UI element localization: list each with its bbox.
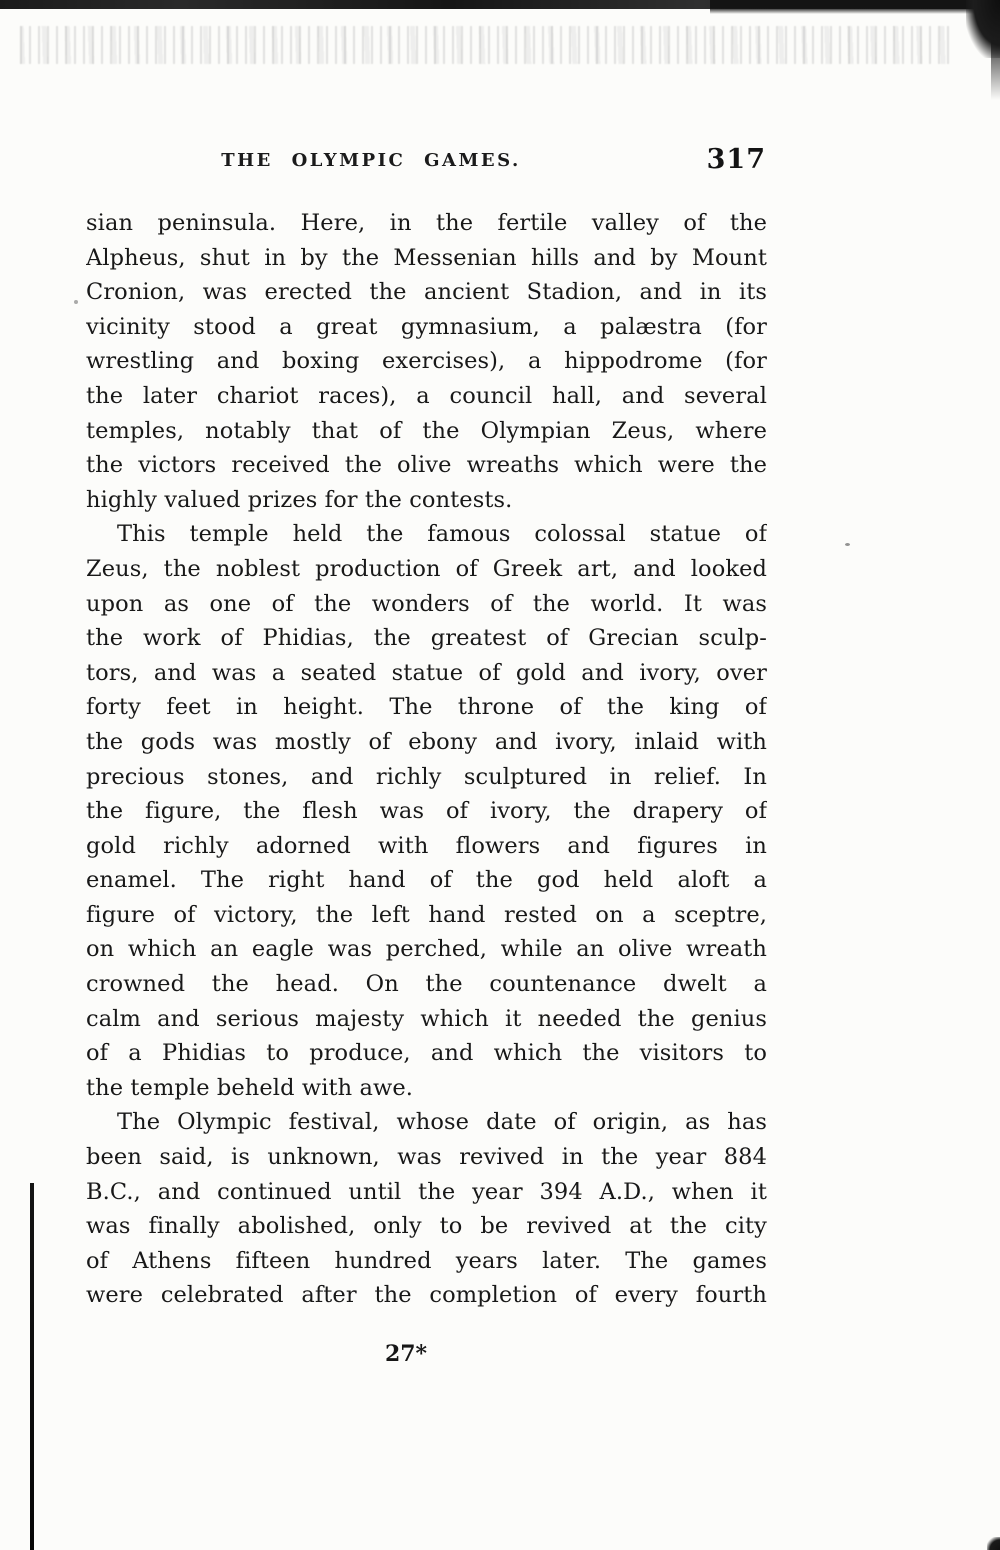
text-line: precious stones, and richly sculptured in relief. In xyxy=(86,763,767,790)
text-line: Cronion, was erected the ancient Stadion, and in its xyxy=(86,279,767,306)
text-line: upon as one of the wonders of the world. It was xyxy=(86,590,767,617)
text-line: gold richly adorned with flowers and figures in xyxy=(86,832,767,859)
text-line: the victors received the olive wreaths which were the xyxy=(86,452,767,479)
page-header xyxy=(86,144,766,182)
scan-artifact-binding-line xyxy=(30,1183,34,1550)
text-line: highly valued prizes for the contests. xyxy=(86,486,513,513)
scan-artifact-grain-band xyxy=(20,26,950,64)
body-text xyxy=(86,206,767,1313)
page-number: 317 xyxy=(706,144,766,175)
text-line: the temple beheld with awe. xyxy=(86,1074,414,1101)
scan-artifact-top-edge xyxy=(0,0,1000,9)
text-line: the later chariot races), a council hall, and several xyxy=(86,382,767,409)
text-line: been said, is unknown, was revived in the year 884 xyxy=(86,1144,767,1171)
text-line: calm and serious majesty which it needed the genius xyxy=(86,1005,767,1032)
scan-artifact-bottom-right xyxy=(987,1537,1000,1550)
text-line: of Athens fifteen hundred years later. The games xyxy=(86,1247,767,1274)
text-line: the figure, the flesh was of ivory, the drapery of xyxy=(86,798,767,825)
signature-mark: 27* xyxy=(384,1341,428,1367)
text-line: were celebrated after the completion of every fourth xyxy=(86,1282,767,1309)
text-line: was finally abolished, only to be revived at the city xyxy=(86,1213,767,1240)
text-line: crowned the head. On the countenance dwelt a xyxy=(86,971,767,998)
text-line: enamel. The right hand of the god held aloft a xyxy=(86,867,767,894)
text-line: B.C., and continued until the year 394 A.D., when it xyxy=(86,1178,767,1205)
page-footer xyxy=(86,1341,726,1367)
running-title: THE OLYMPIC GAMES. xyxy=(221,150,521,171)
text-line: Alpheus, shut in by the Messenian hills and by Mount xyxy=(86,244,767,271)
scan-artifact-speck xyxy=(845,543,850,546)
scan-artifact-top-edge-right xyxy=(710,0,1000,14)
text-line: of a Phidias to produce, and which the visitors to xyxy=(86,1040,767,1067)
text-line: vicinity stood a great gymnasium, a palæstra (for xyxy=(86,313,767,340)
text-line: forty feet in height. The throne of the king of xyxy=(86,694,767,721)
scan-artifact-top-right-blob xyxy=(966,0,1000,58)
text-line: sian peninsula. Here, in the fertile valley of the xyxy=(86,210,767,236)
text-line: The Olympic festival, whose date of origin, as has xyxy=(117,1109,767,1136)
text-line: temples, notably that of the Olympian Zeus, where xyxy=(86,417,767,444)
scan-artifact-speck xyxy=(74,300,78,304)
text-line: Zeus, the noblest production of Greek art, and looked xyxy=(86,555,767,582)
scan-artifact-right-smudge xyxy=(991,40,1000,100)
text-line: wrestling and boxing exercises), a hippodrome (for xyxy=(86,348,767,375)
text-line: the work of Phidias, the greatest of Grecian sculp- xyxy=(86,625,767,652)
text-line: on which an eagle was perched, while an olive wreath xyxy=(86,936,767,963)
text-line: This temple held the famous colossal statue of xyxy=(117,521,767,548)
text-line: figure of victory, the left hand rested on a sceptre, xyxy=(86,901,767,928)
text-line: the gods was mostly of ebony and ivory, inlaid with xyxy=(86,728,767,755)
text-line: tors, and was a seated statue of gold and ivory, over xyxy=(86,659,767,686)
